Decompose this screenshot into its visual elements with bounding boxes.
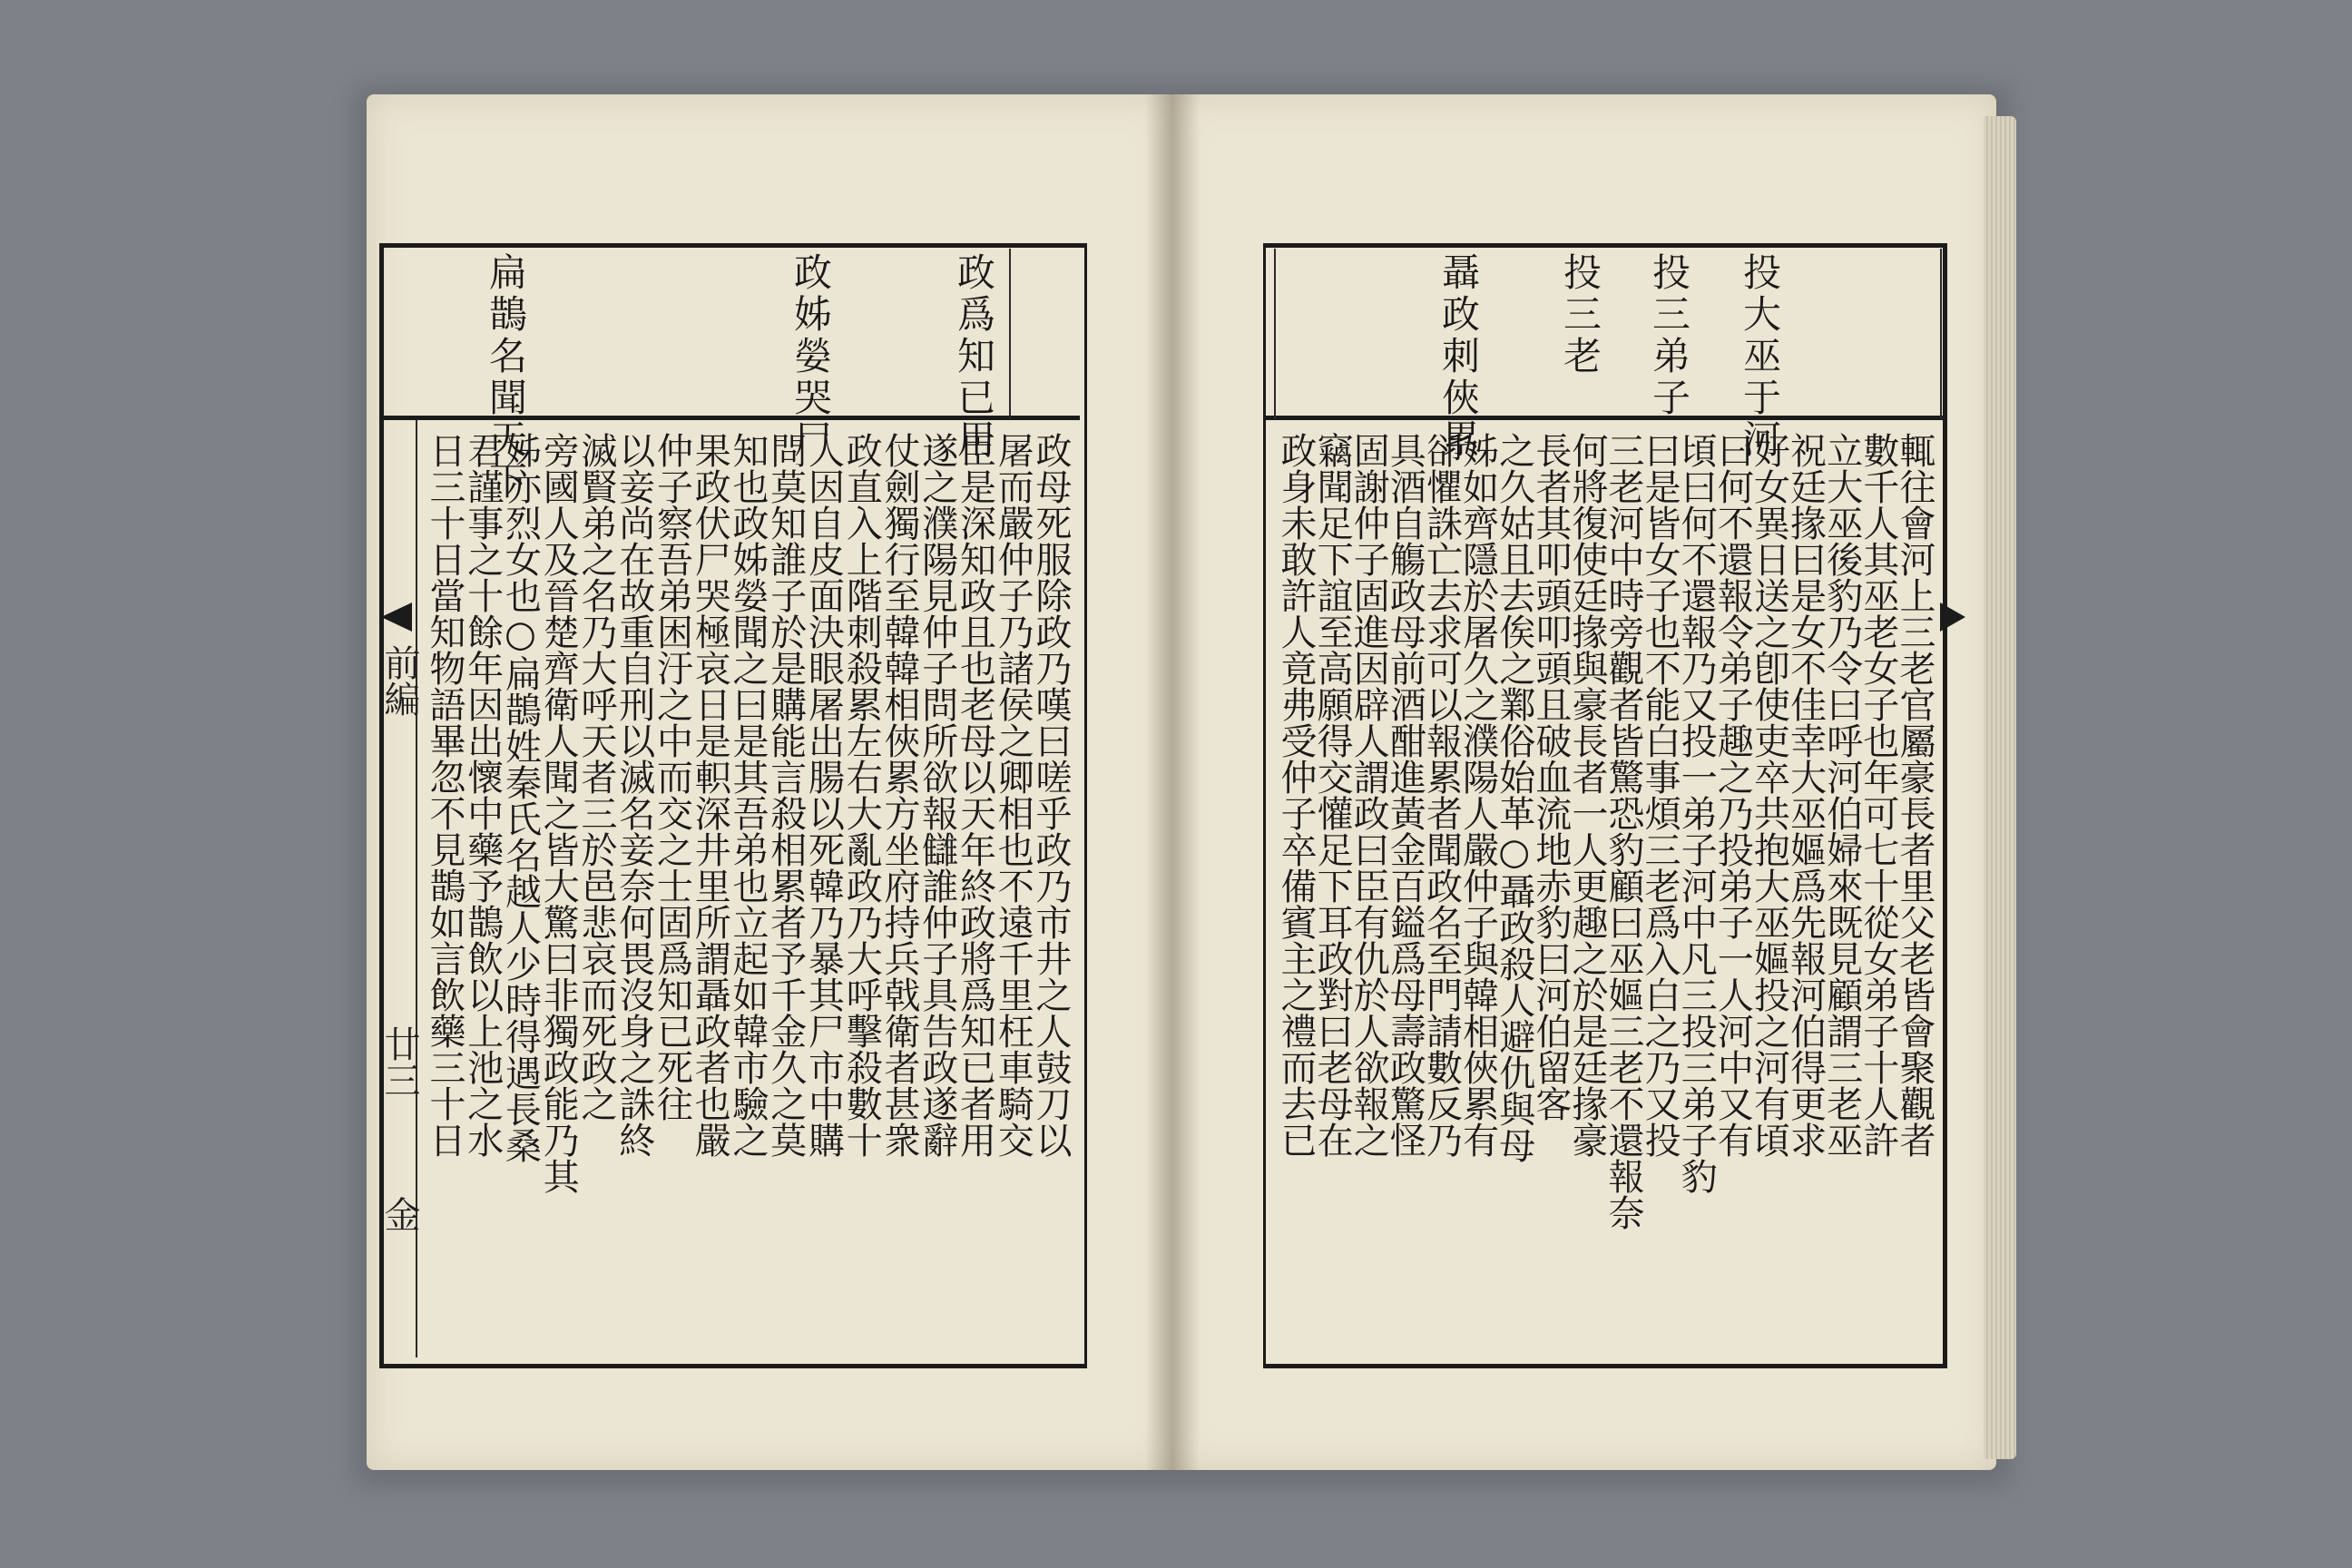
text-column: 政身未敢許人竟弗受仲子卒備賓主之禮而去已 [1275,432,1317,1158]
book-gutter [1145,94,1200,1470]
text-column: 日三十日當知物語畢忽不見鵲如言飲藥三十日 [424,432,466,1158]
text-column: 輒往會河上三老官屬豪長者里父老皆會聚觀者 [1894,432,1936,1158]
text-column: 仲子察吾弟困汙之中而交之士固爲知已死往 [651,432,693,1122]
text-column: 旁國人及晉楚齊衛人聞之皆大驚曰非獨政能乃其 [537,432,580,1194]
text-column: 何將復使廷掾與豪長者一人更趣之於是廷掾豪 [1565,432,1608,1158]
text-column: 具酒自觴政母前酒酣進黃金百鎰爲母壽政驚怪 [1384,432,1426,1158]
right-header-line [1274,249,1276,419]
text-column: 果政伏尸哭極哀日是軹深井里所謂聶政者也嚴 [689,432,731,1158]
right-header-line-outer [1940,249,1942,419]
left-header-line [1009,249,1011,419]
text-column: 竊聞足下誼至高願得交懽足下耳政對曰老母在 [1311,432,1354,1158]
text-column: 數千人其巫老女子也年可七十從女弟子十人許 [1857,432,1899,1158]
text-column: 立大巫後豹乃令曰呼河伯婦來既見顧謂三老巫 [1820,432,1863,1158]
text-column: 之久姑且去俟之鄴俗始革○聶政殺人避仇與母 [1493,432,1535,1163]
text-column: 三老河中時旁觀者皆驚恐豹顧曰巫嫗三老不還報奈 [1602,432,1645,1230]
fold-marker-icon [1940,603,1965,632]
text-column: 以妾尚在故重自刑以滅名妾奈何畏沒身之誅終 [612,432,655,1158]
left-header-note: 扁鵲名聞天下 [484,252,528,503]
text-column: 遂之濮陽見仲子問所欲報讎誰仲子具告政遂辭 [916,432,958,1158]
left-header-note: 政爲知已用 [952,252,996,461]
text-column: 政直入上階刺殺累左右大亂政乃大呼擊殺數十 [840,432,883,1158]
page-edges [1984,116,2016,1459]
left-header-note: 政姊嫈哭尸 [789,252,833,461]
text-column: 滅賢弟之名乃大呼天者三於邑悲哀而死政之 [575,432,617,1122]
text-column: 長者其叩頭叩頭且破血流地赤豹曰河伯留客 [1529,432,1572,1122]
right-header-rule [1263,416,1944,420]
text-column: 好女異日送之卽使吏卒共抱大巫嫗投之河有頃 [1748,432,1790,1158]
page-number: 廿三 [378,1025,420,1098]
text-column: 固謝仲子固進因辟人謂政曰臣有仇於人欲報之 [1348,432,1390,1158]
text-column: 問莫知誰子於是購能言殺相累者予千金久之莫 [764,432,807,1158]
text-column: 姊如齊隱於屠久之濮陽人嚴仲子與韓相俠累有 [1456,432,1499,1158]
text-column: 卻懼誅亡去求可以報累者聞政名至門請數反乃 [1420,432,1463,1158]
text-column: 曰何不還報令弟子趣之乃投弟子一人河中又有 [1711,432,1754,1158]
page-char: 金 [378,1196,420,1232]
text-column: 人因自皮面決眼屠出腸以死韓乃暴其尸市中購 [802,432,845,1158]
text-column: 曰是皆女子也不能白事煩三老爲入白之乃又投 [1639,432,1681,1158]
text-column: 祝廷掾曰是女不佳幸大巫嫗爲先報河伯得更求 [1784,432,1827,1158]
fold-label: 前編 [378,644,420,717]
right-header-note: 聶政刺俠累 [1436,252,1481,461]
right-header-note: 投三老 [1558,252,1602,377]
text-column: 仗劍獨行至韓韓相俠累方坐府持兵戟衛者甚衆 [878,432,920,1158]
text-column: 姊亦烈女也○扁鵲姓秦氏名越人少時得遇長桑 [499,432,542,1163]
text-column: 臣是深知政且也老母以天年終政將爲知已者用 [954,432,996,1158]
text-column: 君謹事之十餘年因出懷中藥予鵲飲以上池之水 [461,432,504,1158]
right-header-note: 投三弟子 [1647,252,1691,419]
right-header-note: 投大巫于河 [1738,252,1782,461]
text-column: 知也政姊嫈聞之曰是其吾弟也立起如韓市驗之 [727,432,769,1158]
text-column: 頃曰何不還報乃又投一弟子河中凡三投三弟子豹 [1675,432,1718,1194]
text-column: 政母死服除政乃嘆曰嗟乎政乃市井之人鼓刀以 [1030,432,1072,1158]
text-column: 屠而嚴仲子乃諸侯之卿相也不遠千里枉車騎交 [992,432,1034,1158]
fold-marker-icon [381,603,412,632]
